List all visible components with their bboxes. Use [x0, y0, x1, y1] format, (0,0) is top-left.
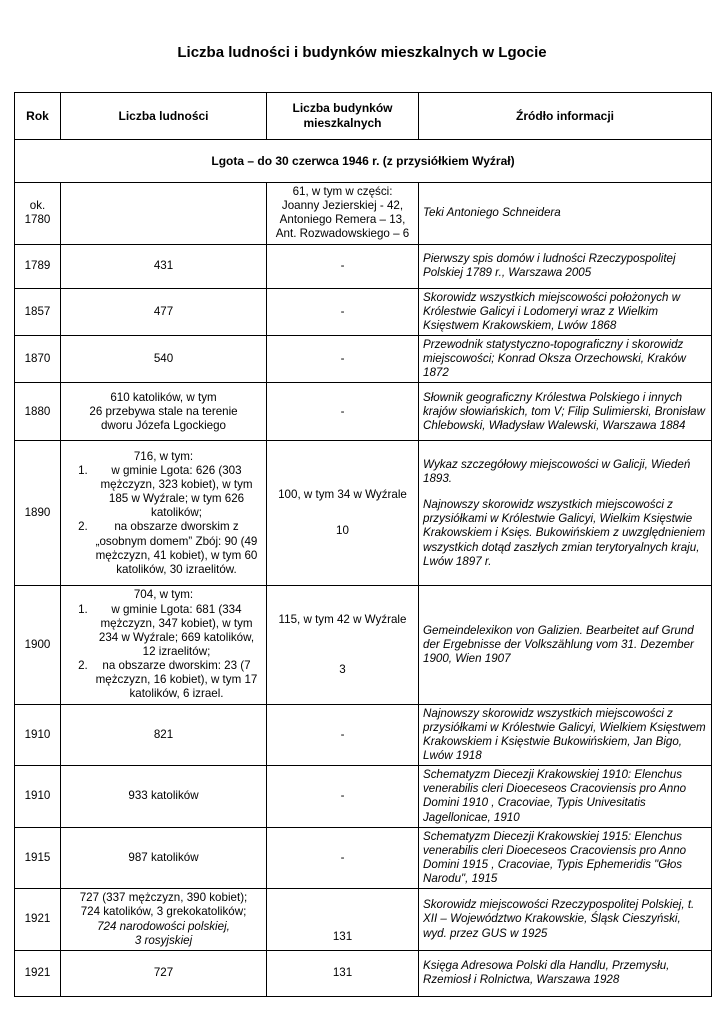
- cell-year: 1915: [15, 827, 61, 889]
- cell-source: Pierwszy spis domów i ludności Rzeczypospolitej Polskiej 1789 r., Warszawa 2005: [419, 244, 712, 288]
- cell-year: 1880: [15, 383, 61, 441]
- cell-buildings: [267, 889, 419, 951]
- cell-source: Przewodnik statystyczno-topograficzny i skorowidz miejscowości; Konrad Oksza Orzechowski, Kraków 1872: [419, 335, 712, 382]
- cell-population: [61, 586, 267, 704]
- cell-population: 431: [61, 244, 267, 288]
- population-line-italic: 3 rosyjskiej: [134, 933, 193, 947]
- header-year: Rok: [15, 93, 61, 140]
- cell-year: 1900: [15, 586, 61, 704]
- population-line: dworu Józefa Lgockiego: [100, 418, 227, 432]
- cell-buildings: -: [267, 244, 419, 288]
- cell-population: [61, 383, 267, 441]
- population-list: [65, 464, 262, 577]
- cell-buildings: -: [267, 383, 419, 441]
- cell-source: Teki Antoniego Schneidera: [419, 183, 712, 245]
- cell-year: 1789: [15, 244, 61, 288]
- table-row: [15, 586, 712, 704]
- page-title: Liczba ludności i budynków mieszkalnych w Lgocie: [177, 44, 547, 61]
- cell-source: Skorowidz wszystkich miejscowości położonych w Królestwie Galicyi i Lodomeryi wraz z Wielkim Księstwem Krakowskiem, Lwów 1868: [419, 288, 712, 335]
- buildings-dwor: 10: [336, 524, 349, 538]
- header-source: Źródło informacji: [419, 93, 712, 140]
- cell-buildings: 131: [267, 950, 419, 996]
- buildings-line: Antoniego Remera – 13,: [279, 213, 406, 227]
- cell-population: 933 katolików: [61, 766, 267, 828]
- table-row: [15, 335, 712, 382]
- cell-source: Gemeindelexikon von Galizien. Bearbeitet auf Grund der Ergebnisse der Volkszählung vom 31. Dezember 1900, Wien 1907: [419, 586, 712, 704]
- population-item: 1. w gminie Lgota: 626 (303 mężczyzn, 323 kobiet), w tym 185 w Wyźrale; w tym 626 katolików;: [91, 464, 262, 521]
- cell-buildings: [267, 441, 419, 586]
- population-line-italic: 724 narodowości polskiej,: [97, 919, 230, 933]
- population-item: 1. w gminie Lgota: 681 (334 mężczyzn, 347 kobiet), w tym 234 w Wyźrale; 669 katolików, 12 izraelitów;: [91, 603, 262, 660]
- table-row: [15, 183, 712, 245]
- cell-year: 1890: [15, 441, 61, 586]
- population-list: [65, 603, 262, 702]
- table-row: [15, 244, 712, 288]
- cell-buildings: -: [267, 335, 419, 382]
- buildings-line: 61, w tym w części:: [292, 185, 393, 198]
- population-item: 2. na obszarze dworskim z „osobnym domem” Zbój: 90 (49 mężczyzn, 41 kobiet), w tym 60 katolików, 30 izraelitów.: [91, 520, 262, 577]
- population-line: 727 (337 mężczyzn, 390 kobiet);: [79, 891, 248, 905]
- population-line: 610 katolików, w tym: [110, 390, 217, 404]
- cell-buildings: [267, 183, 419, 245]
- cell-population: [61, 441, 267, 586]
- cell-buildings: [267, 586, 419, 704]
- population-table: [14, 92, 712, 997]
- cell-year: 1870: [15, 335, 61, 382]
- cell-buildings: -: [267, 288, 419, 335]
- table-row: [15, 766, 712, 828]
- population-line: 26 przebywa stale na terenie: [89, 404, 238, 418]
- buildings-gmina: 115, w tym 42 w Wyźrale: [278, 612, 407, 626]
- table-row: [15, 383, 712, 441]
- table-row: [15, 889, 712, 951]
- cell-year: 1921: [15, 950, 61, 996]
- cell-year: 1910: [15, 704, 61, 766]
- cell-source: Słownik geograficzny Królestwa Polskiego i innych krajów słowiańskich, tom V; Filip Sulimierski, Bronisław Chlebowski, Władysław Walewski, Warszawa 1884: [419, 383, 712, 441]
- cell-population: 987 katolików: [61, 827, 267, 889]
- cell-source: Księga Adresowa Polski dla Handlu, Przemysłu, Rzemiosł i Rolnictwa, Warszawa 1928: [419, 950, 712, 996]
- buildings-line: Ant. Rozwadowskiego – 6: [275, 227, 410, 241]
- table-row: [15, 704, 712, 766]
- cell-year: 1857: [15, 288, 61, 335]
- table-row: [15, 950, 712, 996]
- population-head: 704, w tym:: [133, 588, 194, 602]
- cell-population: [61, 183, 267, 245]
- source-a: Wykaz szczegółowy miejscowości w Galicji, Wiedeń 1893.: [423, 457, 691, 486]
- cell-source: Schematyzm Diecezji Krakowskiej 1910: Elenchus venerabilis cleri Dioeceseos Cracoviensis pro Anno Domini 1910 , Cracoviae, Typis Univesitatis Jagellonicae, 1910: [419, 766, 712, 828]
- header-population: Liczba ludności: [61, 93, 267, 140]
- cell-buildings: -: [267, 704, 419, 766]
- buildings-line: Joanny Jezierskiej - 42,: [281, 199, 404, 213]
- cell-population: 821: [61, 704, 267, 766]
- cell-source: [419, 441, 712, 586]
- buildings-dwor: 3: [339, 662, 346, 676]
- section-title: Lgota – do 30 czerwca 1946 r. (z przysiółkiem Wyźrał): [15, 140, 712, 183]
- buildings-value: 131: [332, 929, 353, 943]
- cell-source: Schematyzm Diecezji Krakowskiej 1915: Elenchus venerabilis cleri Dioeceseos Cracoviensis pro Anno Domini 1915 , Cracoviae, Typis Ephemeridis "Głos Narodu", 1915: [419, 827, 712, 889]
- table-row: [15, 288, 712, 335]
- population-line: 724 katolików, 3 grekokatolików;: [80, 905, 247, 919]
- cell-population: 540: [61, 335, 267, 382]
- cell-year: 1921: [15, 889, 61, 951]
- cell-population: 477: [61, 288, 267, 335]
- cell-year: 1910: [15, 766, 61, 828]
- cell-buildings: -: [267, 827, 419, 889]
- population-item: 2. na obszarze dworskim: 23 (7 mężczyzn, 16 kobiet), w tym 17 katolików, 6 izrael.: [91, 659, 262, 701]
- table-row: [15, 441, 712, 586]
- source-b: Najnowszy skorowidz wszystkich miejscowości z przysiółkami w Królestwie Galicyi, Wielkim Księstwie Krakowskiem i Księs. Bukowińskiem z uwzględnieniem wszystkich dotąd zaszłych zmian terytoryalnych kraju, Lwów 1897 r.: [423, 498, 706, 568]
- cell-source: Najnowszy skorowidz wszystkich miejscowości z przysiółkami w Królestwie Galicyi, Wielkiem Księstwem Krakowskiem i Księstwie Bukowińskiem, Jan Bigo, Lwów 1918: [419, 704, 712, 766]
- cell-buildings: -: [267, 766, 419, 828]
- header-row: [15, 93, 712, 140]
- population-head: 716, w tym:: [133, 449, 194, 463]
- cell-population: [61, 889, 267, 951]
- cell-population: 727: [61, 950, 267, 996]
- cell-year: ok. 1780: [15, 183, 61, 245]
- cell-source: Skorowidz miejscowości Rzeczypospolitej Polskiej, t. XII – Województwo Krakowskie, Śląsk Cieszyński, wyd. przez GUS w 1925: [419, 889, 712, 951]
- table-row: [15, 827, 712, 889]
- buildings-gmina: 100, w tym 34 w Wyźrale: [278, 488, 407, 502]
- header-buildings: Liczba budynków mieszkalnych: [267, 93, 419, 140]
- section-row: [15, 140, 712, 183]
